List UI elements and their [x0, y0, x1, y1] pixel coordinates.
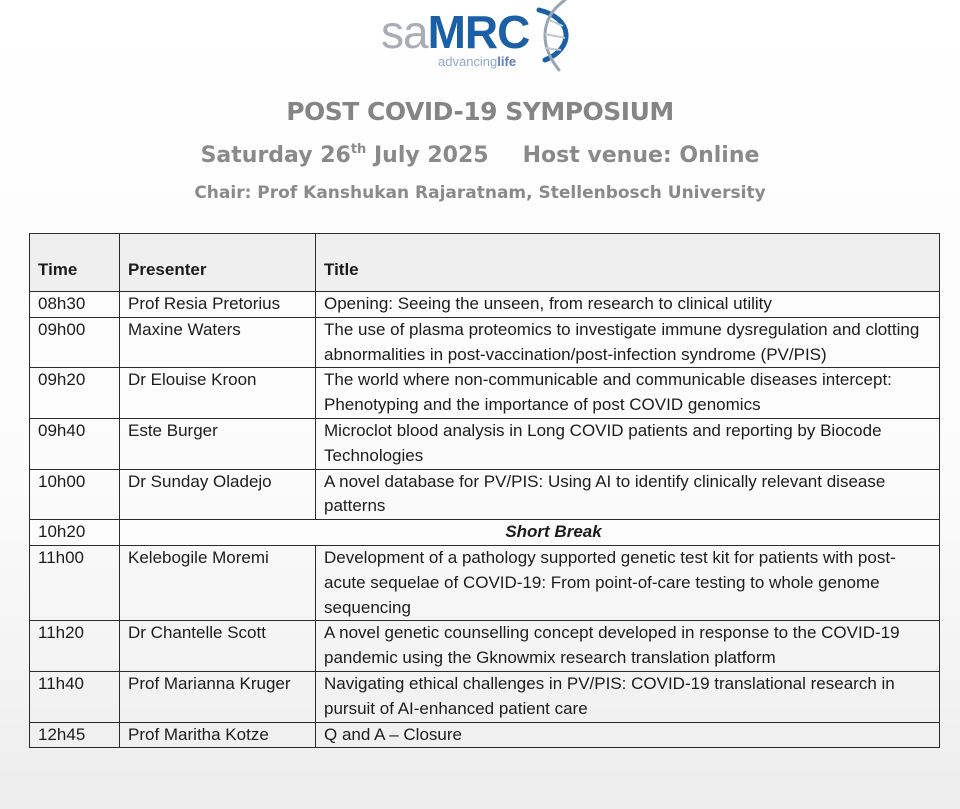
agenda-table — [29, 233, 940, 748]
row-time: 08h30 — [30, 292, 120, 318]
logo-wordmark — [381, 4, 529, 60]
agenda-row — [30, 621, 940, 672]
column-header-time: Time — [30, 234, 120, 292]
dna-helix-icon — [525, 0, 581, 82]
logo-sa-text: sa — [381, 6, 428, 58]
row-title: Opening: Seeing the unseen, from research to clinical utility — [316, 292, 940, 318]
agenda-row — [30, 292, 940, 318]
logo-tagline-life: life — [497, 54, 517, 69]
row-presenter: Prof Marianna Kruger — [120, 671, 316, 722]
session-chair: Chair: Prof Kanshukan Rajaratnam, Stellenbosch University — [194, 183, 766, 203]
agenda-row — [30, 418, 940, 469]
event-date-prefix: Saturday 26 — [200, 143, 351, 168]
row-title: The use of plasma proteomics to investigate immune dysregulation and clotting abnormalities in post-vaccination/post-infection syndrome (PV/PIS) — [316, 317, 940, 368]
row-presenter: Kelebogile Moremi — [120, 545, 316, 620]
row-presenter: Prof Resia Pretorius — [120, 292, 316, 318]
row-time: 10h00 — [30, 469, 120, 520]
row-presenter: Este Burger — [120, 418, 316, 469]
row-time: 09h20 — [30, 368, 120, 419]
agenda-row — [30, 368, 940, 419]
agenda-row — [30, 469, 940, 520]
samrc-logo — [375, 0, 595, 84]
row-time: 12h45 — [30, 722, 120, 748]
host-venue: Host venue: Online — [522, 143, 760, 168]
row-presenter: Dr Elouise Kroon — [120, 368, 316, 419]
row-title: A novel genetic counselling concept developed in response to the COVID-19 pandemic using the Gknowmix research translation platform — [316, 621, 940, 672]
row-time: 11h00 — [30, 545, 120, 620]
logo-tagline — [438, 55, 516, 69]
page-title: POST COVID-19 SYMPOSIUM — [286, 97, 674, 126]
row-title: Microclot blood analysis in Long COVID patients and reporting by Biocode Technologies — [316, 418, 940, 469]
agenda-row — [30, 317, 940, 368]
logo-mrc-text: MRC — [427, 6, 530, 58]
row-title: Development of a pathology supported genetic test kit for patients with post-acute sequelae of COVID-19: From point-of-care testing to whole genome sequencing — [316, 545, 940, 620]
break-time: 10h20 — [30, 520, 120, 546]
break-label: Short Break — [505, 522, 602, 542]
row-title: Navigating ethical challenges in PV/PIS: COVID-19 translational research in pursuit of AI-enhanced patient care — [316, 671, 940, 722]
row-presenter: Prof Maritha Kotze — [120, 722, 316, 748]
row-presenter: Maxine Waters — [120, 317, 316, 368]
row-time: 09h00 — [30, 317, 120, 368]
agenda-row — [30, 671, 940, 722]
event-date-ordinal: th — [350, 142, 367, 157]
agenda-row — [30, 545, 940, 620]
row-title: The world where non-communicable and communicable diseases intercept: Phenotyping and the importance of post COVID genomics — [316, 368, 940, 419]
break-row — [30, 520, 940, 546]
row-time: 11h20 — [30, 621, 120, 672]
agenda-row — [30, 722, 940, 748]
row-title: A novel database for PV/PIS: Using AI to identify clinically relevant disease patterns — [316, 469, 940, 520]
row-time: 09h40 — [30, 418, 120, 469]
column-header-presenter: Presenter — [120, 234, 316, 292]
agenda-header-row — [30, 234, 940, 292]
row-presenter: Dr Chantelle Scott — [120, 621, 316, 672]
row-presenter: Dr Sunday Oladejo — [120, 469, 316, 520]
column-header-title: Title — [316, 234, 940, 292]
logo-tagline-advancing: advancing — [438, 54, 498, 69]
event-date-venue — [0, 140, 960, 172]
event-date-suffix: July 2025 — [366, 143, 489, 168]
break-cell — [120, 520, 940, 546]
row-title: Q and A – Closure — [316, 722, 940, 748]
row-time: 11h40 — [30, 671, 120, 722]
